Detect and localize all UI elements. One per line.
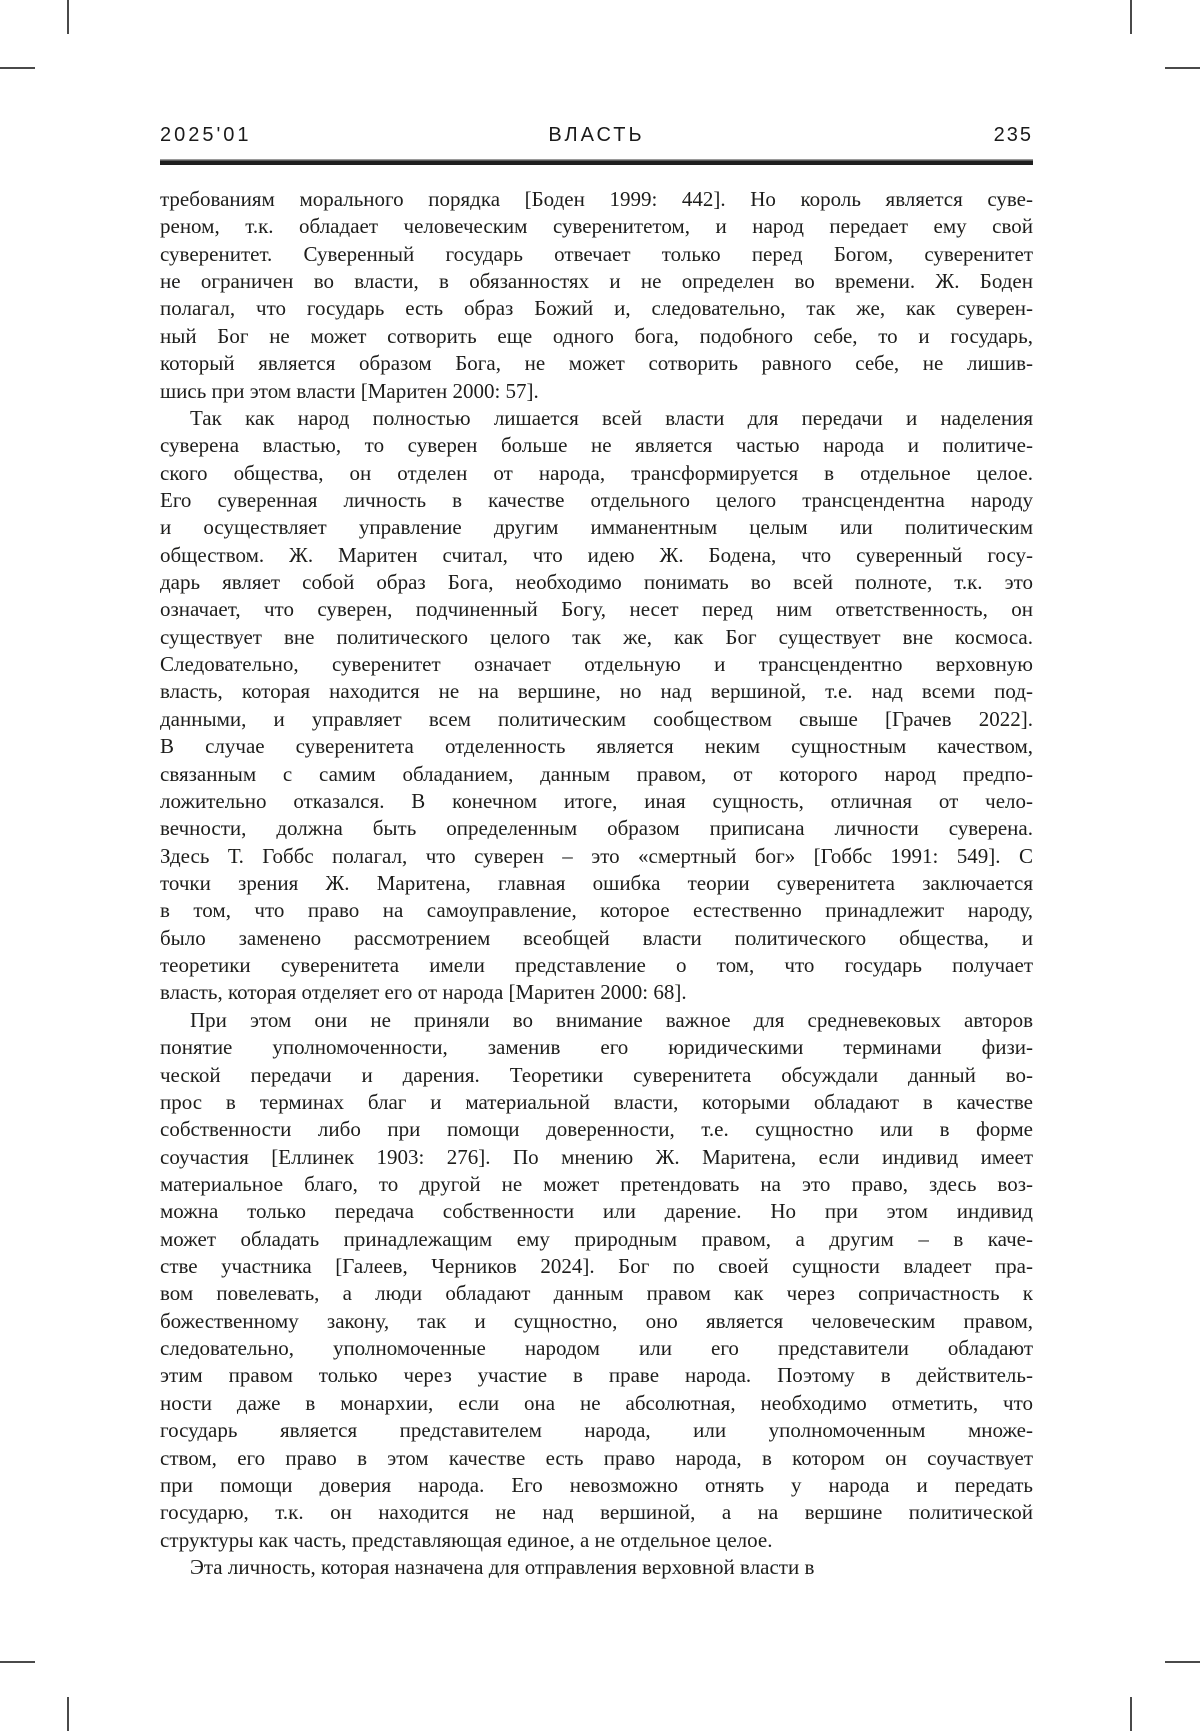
journal-title: ВЛАСТЬ bbox=[548, 124, 645, 146]
text-line: дарь являет собой образ Бога, необходимо понимать во всей полноте, т.к. это bbox=[160, 570, 1033, 595]
text-line: при помощи доверия народа. Его невозможно отнять у народа и передать bbox=[160, 1472, 1033, 1497]
crop-mark-top-right-vertical bbox=[1130, 0, 1132, 34]
text-line: не ограничен во власти, в обязанностях и не определен во времени. Ж. Боден bbox=[160, 269, 1033, 294]
text-line: шись при этом власти [Маритен 2000: 57]. bbox=[160, 378, 539, 403]
text-line: соучастия [Еллинек 1903: 276]. По мнению Ж. Маритена, если индивид имеет bbox=[160, 1144, 1033, 1169]
text-line: можна только передача собственности или дарение. Но при этом индивид bbox=[160, 1199, 1033, 1224]
text-line: может обладать принадлежащим ему природным правом, а другим – в каче- bbox=[160, 1226, 1033, 1251]
crop-mark-bottom-left-horizontal bbox=[0, 1661, 35, 1663]
text-line: суверенитет. Суверенный государь отвечает только перед Богом, суверенитет bbox=[160, 241, 1033, 266]
text-line: Эта личность, которая назначена для отправления верховной власти в bbox=[190, 1554, 815, 1579]
text-line: и осуществляет управление другим имманентным целым или политическим bbox=[160, 515, 1033, 540]
text-line: теоретики суверенитета имели представление о том, что государь получает bbox=[160, 953, 1033, 978]
text-line: в том, что право на самоуправление, которое естественно принадлежит народу, bbox=[160, 898, 1033, 923]
text-line: который является образом Бога, не может сотворить равного себе, не лишив- bbox=[160, 351, 1033, 376]
text-line: ности даже в монархии, если она не абсолютная, необходимо отметить, что bbox=[160, 1390, 1033, 1415]
text-line: материальное благо, то другой не может претендовать на это право, здесь воз- bbox=[160, 1171, 1033, 1196]
crop-mark-bottom-right-vertical bbox=[1130, 1697, 1132, 1731]
text-line: прос в терминах благ и материальной власти, которыми обладают в качестве bbox=[160, 1089, 1033, 1114]
text-line: власть, которая находится не на вершине, но над вершиной, т.е. над всеми под- bbox=[160, 679, 1033, 704]
text-line: требованиям морального порядка [Боден 1999: 442]. Но король является суве- bbox=[160, 187, 1033, 211]
text-line: суверена властью, то суверен больше не является частью народа и политиче- bbox=[160, 433, 1033, 458]
text-line: следовательно, уполномоченные народом или его представители обладают bbox=[160, 1336, 1033, 1361]
crop-mark-top-right-horizontal bbox=[1165, 67, 1200, 69]
text-line: структуры как часть, представляющая единое, а не отдельное целое. bbox=[160, 1527, 773, 1552]
text-line: власть, которая отделяет его от народа [Маритен 2000: 68]. bbox=[160, 980, 687, 1005]
header-rule bbox=[160, 159, 1033, 165]
text-line: Его суверенная личность в качестве отдельного целого трансцендентна народу bbox=[160, 487, 1033, 512]
crop-mark-bottom-right-horizontal bbox=[1165, 1661, 1200, 1663]
text-line: связанным с самим обладанием, данным правом, от которого народ предпо- bbox=[160, 761, 1033, 786]
crop-mark-top-left-vertical bbox=[67, 0, 69, 34]
text-line: Следовательно, суверенитет означает отдельную и трансцендентно верховную bbox=[160, 652, 1033, 677]
text-line: реном, т.к. обладает человеческим суверенитетом, и народ передает ему свой bbox=[160, 214, 1033, 239]
text-line: этим правом только через участие в праве народа. Поэтому в действитель- bbox=[160, 1363, 1033, 1388]
text-line: понятие уполномоченности, заменив его юридическими терминами физи- bbox=[160, 1035, 1033, 1060]
text-line: ложительно отказался. В конечном итоге, иная сущность, отличная от чело- bbox=[160, 788, 1033, 813]
crop-mark-top-left-horizontal bbox=[0, 67, 35, 69]
text-line: обществом. Ж. Маритен считал, что идею Ж. Бодена, что суверенный госу- bbox=[160, 542, 1033, 567]
text-line: государь является представителем народа, или уполномоченным множе- bbox=[160, 1418, 1033, 1443]
text-line: точки зрения Ж. Маритена, главная ошибка теории суверенитета заключается bbox=[160, 870, 1033, 895]
text-line: Так как народ полностью лишается всей власти для передачи и наделения bbox=[190, 405, 1033, 430]
text-line: стве участника [Галеев, Черников 2024]. Бог по своей сущности владеет пра- bbox=[160, 1254, 1033, 1279]
text-line: ского общества, он отделен от народа, трансформируется в отдельное целое. bbox=[160, 460, 1033, 485]
text-line: означает, что суверен, подчиненный Богу, несет перед ним ответственность, он bbox=[160, 597, 1033, 622]
text-line: При этом они не приняли во внимание важное для средневековых авторов bbox=[190, 1007, 1033, 1032]
text-line: было заменено рассмотрением всеобщей власти политического общества, и bbox=[160, 925, 1033, 950]
issue-label: 2025'01 bbox=[160, 124, 252, 146]
body-text bbox=[160, 186, 1033, 1581]
running-head bbox=[160, 124, 1033, 150]
text-line: ством, его право в этом качестве есть право народа, в котором он соучаствует bbox=[160, 1445, 1033, 1470]
text-line: вечности, должна быть определенным образом приписана личности суверена. bbox=[160, 816, 1033, 841]
text-line: государю, т.к. он находится не над вершиной, а на вершине политической bbox=[160, 1500, 1033, 1525]
text-line: В случае суверенитета отделенность является неким сущностным качеством, bbox=[160, 734, 1033, 759]
text-line: ный Бог не может сотворить еще одного бога, подобного себе, то и государь, bbox=[160, 323, 1033, 348]
text-line: ческой передачи и дарения. Теоретики суверенитета обсуждали данный во- bbox=[160, 1062, 1033, 1087]
text-line: собственности либо при помощи доверенности, т.е. сущностно или в форме bbox=[160, 1117, 1033, 1142]
text-line: Здесь Т. Гоббс полагал, что суверен – это «смертный бог» [Гоббс 1991: 549]. С bbox=[160, 843, 1033, 868]
text-line: существует вне политического целого так же, как Бог существует вне космоса. bbox=[160, 624, 1033, 649]
text-line: божественному закону, так и сущностно, оно является человеческим правом, bbox=[160, 1308, 1033, 1333]
text-line: вом повелевать, а люди обладают данным правом как через сопричастность к bbox=[160, 1281, 1033, 1306]
page-number: 235 bbox=[993, 124, 1033, 146]
text-line: данными, и управляет всем политическим сообществом свыше [Грачев 2022]. bbox=[160, 706, 1033, 731]
text-line: полагал, что государь есть образ Божий и, следовательно, так же, как суверен- bbox=[160, 296, 1033, 321]
crop-mark-bottom-left-vertical bbox=[67, 1697, 69, 1731]
